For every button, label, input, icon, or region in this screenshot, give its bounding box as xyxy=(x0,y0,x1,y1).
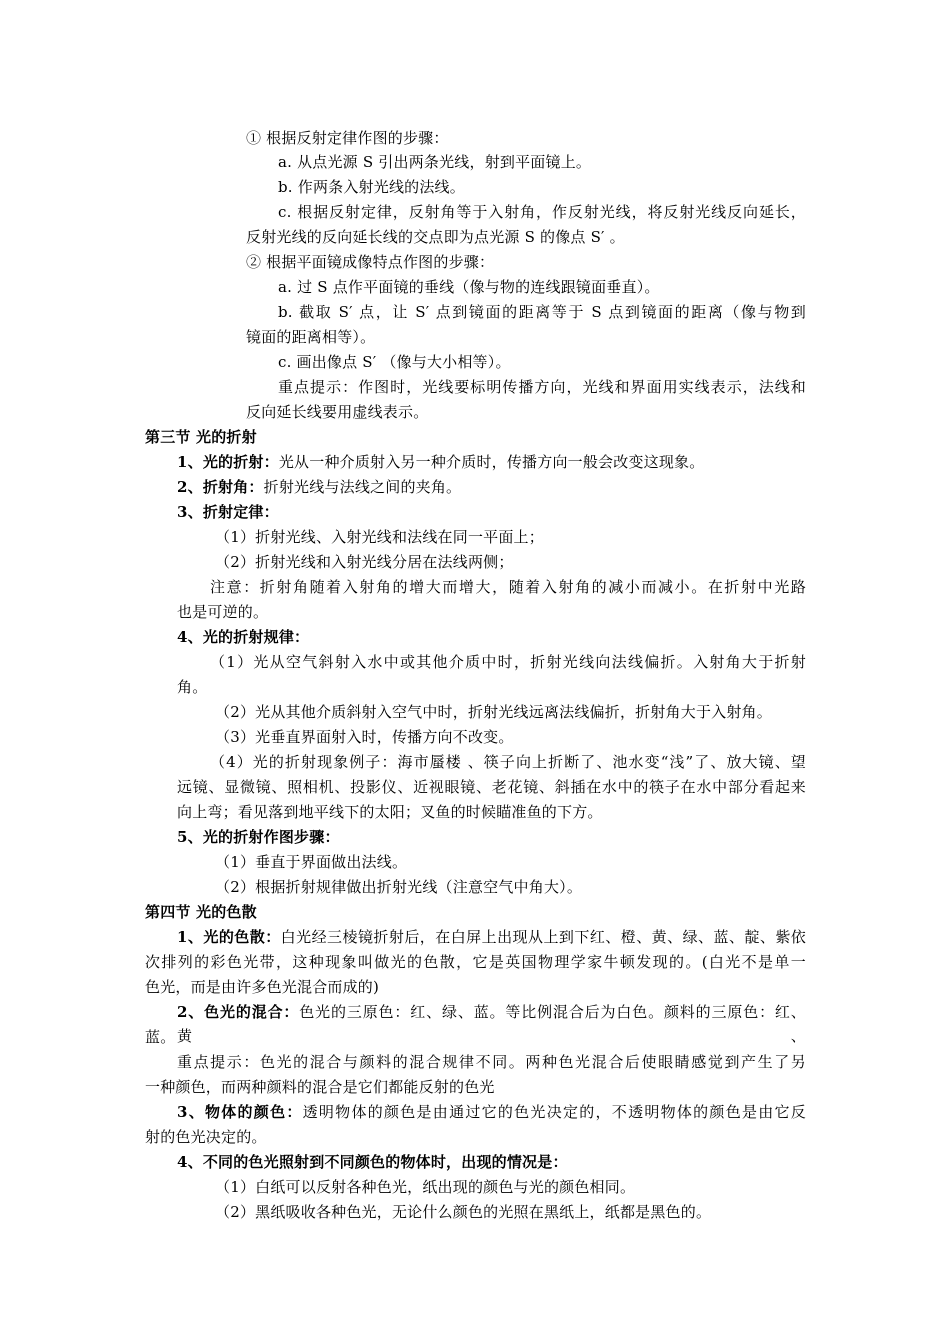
refraction-law-label: 3、折射定律： xyxy=(177,503,279,521)
method1-step-a: a. 从点光源 S 引出两条光线，射到平面镜上。 xyxy=(278,153,592,171)
refraction-rule-4-line1: （4）光的折射现象例子：海市蜃楼 、筷子向上折断了、池水变“浅”了、放大镜、望 xyxy=(210,753,806,771)
refraction-rule-1-line2: 角。 xyxy=(177,678,208,696)
refraction-drawing-label: 5、光的折射作图步骤： xyxy=(177,828,340,846)
dispersion-definition-line2: 次排列的彩色光带，这种现象叫做光的色散，它是英国物理学家牛顿发现的。(白光不是单一 xyxy=(145,953,806,971)
drawing-tip-line2: 反向延长线要用虚线表示。 xyxy=(246,403,429,421)
colored-light-case-2: （2）黑纸吸收各种色光，无论什么颜色的光照在黑纸上，纸都是黑色的。 xyxy=(215,1203,712,1221)
dispersion-definition-line3: 色光，而是由许多色光混合而成的) xyxy=(145,978,380,996)
item-text: 白光经三棱镜折射后，在白屏上出现从上到下红、橙、黄、绿、蓝、靛、紫依 xyxy=(280,928,806,946)
refraction-drawing-step-2: （2）根据折射规律做出折射光线（注意空气中角大）。 xyxy=(215,878,583,896)
refraction-rule-4-line3: 向上弯；看见落到地平线下的太阳；叉鱼的时候瞄准鱼的下方。 xyxy=(177,803,603,821)
refraction-angle xyxy=(177,475,461,499)
colored-light-case-1: （1）白纸可以反射各种色光，纸出现的颜色与光的颜色相同。 xyxy=(215,1178,636,1196)
refraction-rule-1-line1: （1）光从空气斜射入水中或其他介质中时，折射光线向法线偏折。入射角大于折射 xyxy=(210,653,806,671)
item-label: 1、光的折射： xyxy=(177,453,279,471)
method1-step-c-line2: 反射光线的反向延长线的交点即为点光源 S 的像点 S′ 。 xyxy=(246,228,625,246)
section3-heading: 第三节 光的折射 xyxy=(145,428,257,446)
method2-title: ② 根据平面镜成像特点作图的步骤： xyxy=(246,253,495,271)
drawing-tip-line1: 重点提示：作图时，光线要标明传播方向，光线和界面用实线表示，法线和 xyxy=(278,378,806,396)
item-text: 折射光线与法线之间的夹角。 xyxy=(263,478,462,496)
method2-step-a: a. 过 S 点作平面镜的垂线（像与物的连线跟镜面垂直）。 xyxy=(278,278,660,296)
colored-light-cases-label: 4、不同的色光照射到不同颜色的物体时，出现的情况是： xyxy=(177,1153,568,1171)
refraction-drawing-step-1: （1）垂直于界面做出法线。 xyxy=(215,853,408,871)
refraction-law-1: （1）折射光线、入射光线和法线在同一平面上； xyxy=(215,528,544,546)
method2-step-b-line1: b. 截取 S′ 点，让 S′ 点到镜面的距离等于 S 点到镜面的距离（像与物到 xyxy=(278,303,806,321)
mixing-tip-line1: 重点提示：色光的混合与颜料的混合规律不同。两种色光混合后使眼睛感觉到产生了另 xyxy=(177,1053,806,1071)
item-label: 2、折射角： xyxy=(177,478,264,496)
refraction-rule-4-line2: 远镜、显微镜、照相机、投影仪、近视眼镜、老花镜、斜插在水中的筷子在水中部分看起来 xyxy=(177,778,806,796)
refraction-definition xyxy=(177,450,704,474)
method2-step-c: c. 画出像点 S′ （像与大小相等）。 xyxy=(278,353,511,371)
item-text: 透明物体的颜色是由通过它的色光决定的，不透明物体的颜色是由它反 xyxy=(302,1103,806,1121)
refraction-note-line2: 也是可逆的。 xyxy=(177,603,269,621)
object-color-line1 xyxy=(177,1100,806,1124)
section4-heading: 第四节 光的色散 xyxy=(145,903,257,921)
refraction-note-line1: 注意：折射角随着入射角的增大而增大，随着入射角的减小而减小。在折射中光路 xyxy=(210,578,806,596)
color-mixing-line1 xyxy=(177,1000,806,1048)
method1-title: ① 根据反射定律作图的步骤： xyxy=(246,129,449,147)
refraction-rule-3: （3）光垂直界面射入时，传播方向不改变。 xyxy=(215,728,514,746)
item-text: 色光的三原色：红、绿、蓝。等比例混合后为白色。颜料的三原色：红、黄、 xyxy=(177,1003,806,1045)
object-color-line2: 射的色光决定的。 xyxy=(145,1128,267,1146)
mixing-tip-line2: 一种颜色，而两种颜料的混合是它们都能反射的色光 xyxy=(145,1078,495,1096)
refraction-rules-label: 4、光的折射规律： xyxy=(177,628,310,646)
method1-step-b: b. 作两条入射光线的法线。 xyxy=(278,178,465,196)
item-text: 光从一种介质射入另一种介质时，传播方向一般会改变这现象。 xyxy=(278,453,705,471)
color-mixing-line2: 蓝。 xyxy=(145,1028,176,1046)
method1-step-c-line1: c. 根据反射定律，反射角等于入射角，作反射光线，将反射光线反向延长， xyxy=(278,203,806,221)
method2-step-b-line2: 镜面的距离相等）。 xyxy=(246,328,376,346)
item-label: 2、色光的混合： xyxy=(177,1003,300,1021)
item-label: 3、物体的颜色： xyxy=(177,1103,303,1121)
dispersion-definition-line1 xyxy=(177,925,806,949)
refraction-law-2: （2）折射光线和入射光线分居在法线两侧； xyxy=(215,553,514,571)
refraction-rule-2: （2）光从其他介质斜射入空气中时，折射光线远离法线偏折，折射角大于入射角。 xyxy=(215,703,772,721)
item-label: 1、光的色散： xyxy=(177,928,281,946)
